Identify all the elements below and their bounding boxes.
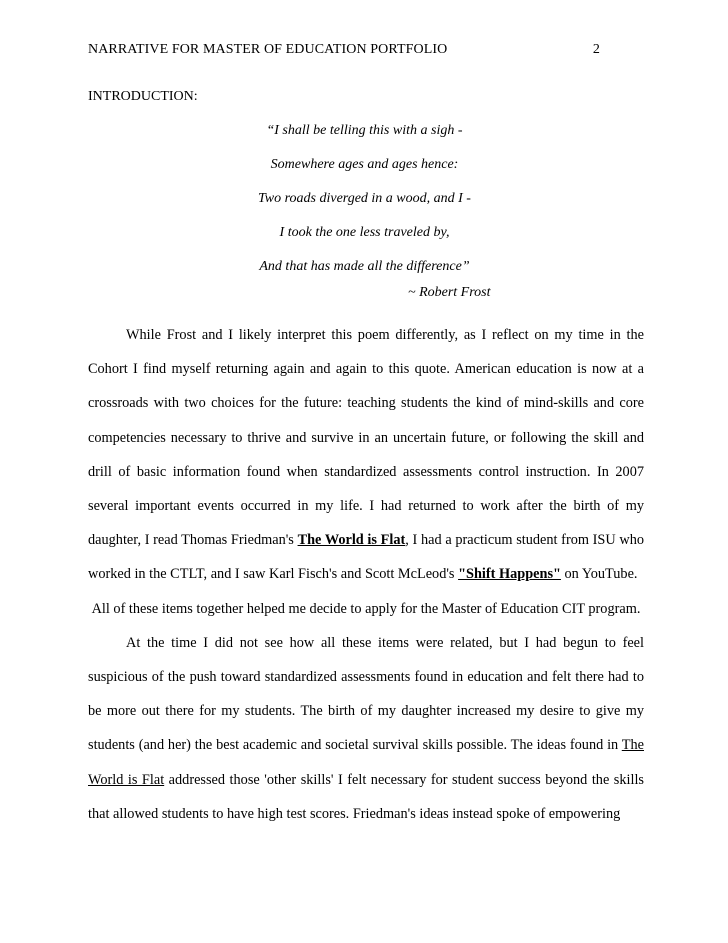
- page-number: 2: [592, 42, 600, 57]
- paragraph: [88, 592, 644, 626]
- poem-line: Two roads diverged in a wood, and I -: [258, 191, 471, 206]
- book-title: The World is Flat: [297, 532, 406, 549]
- poem-quote: [88, 122, 641, 300]
- poem-line: “I shall be telling this with a sigh -: [266, 123, 463, 138]
- paragraph-text: on YouTube.: [560, 566, 638, 583]
- paragraph-text: While Frost and I likely interpret this poem differently, as I reflect on my time in the Cohort I find myself returning again and again to this quote. American education is now at a crossroads with two choices for the future: teaching students the kind of mind-skills and core competencies necessary to thrive and survive in an uncertain future, or following the skill and drill of basic information found when standardized assessments control instruction. In 2007 several important events occurred in my life. I had returned to work after the birth of my daughter, I read Thomas Friedman's: [88, 327, 644, 549]
- paragraph-text: , I had a practicum student from ISU who worked in the CTLT, and I saw Karl Fisch's and Scott McLeod's: [88, 532, 645, 583]
- poem-line: And that has made all the difference”: [259, 259, 470, 274]
- paragraph-text: At the time I did not see how all these items were related, but I had begun to feel suspicious of the push toward standardized assessments found in education and felt there had to be more out there for my students. The birth of my daughter increased my desire to give my students (and her) the best academic and societal survival skills possible. The ideas found in: [88, 634, 644, 754]
- video-title: "Shift Happens": [458, 566, 561, 583]
- body-text: [88, 318, 644, 831]
- paragraph: [88, 626, 644, 831]
- book-title: The World is Flat: [88, 737, 644, 788]
- page-header: [88, 42, 600, 58]
- section-heading: INTRODUCTION:: [88, 89, 198, 104]
- paragraph-text: addressed those 'other skills' I felt necessary for student success beyond the skills that allowed students to have high test scores. Friedman's ideas instead spoke of empowering: [88, 771, 644, 822]
- poem-line: Somewhere ages and ages hence:: [270, 157, 459, 172]
- running-head: NARRATIVE FOR MASTER OF EDUCATION PORTFOLIO: [88, 42, 448, 57]
- paragraph-text: All of these items together helped me decide to apply for the Master of Education CIT program.: [91, 600, 641, 617]
- poem-line: I took the one less traveled by,: [279, 225, 450, 240]
- poem-attribution: ~ Robert Frost: [408, 285, 491, 300]
- paragraph: [88, 318, 644, 592]
